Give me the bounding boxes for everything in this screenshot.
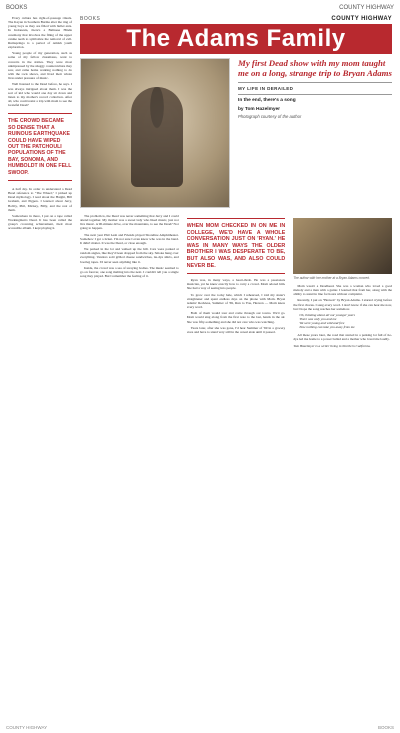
subhead (238, 98, 392, 103)
lyric-line: Oh, thinking about all our younger years (299, 312, 355, 317)
paragraph: To grow over the rocky hale, which I rehearsed, I told my sister's straightener and spent endless days on the phone with Mom. Bryan Adams' Reckless, Summer of '69, Run to You, Heaven — Mom knew every word. (186, 292, 286, 310)
paragraph: Years later, after she was gone, I'd hear Summer of '69 in a grocery store and have to stand very still in the cereal aisle until it passed. (186, 325, 286, 334)
header-kicker: BOOKS (80, 16, 101, 22)
footer-right: BOOKS (377, 725, 394, 730)
paragraph: Recently, I put on "Heaven" by Bryan Adams. I started crying before the first chorus. I sang every word. I don't know if she can hear me now, but I hope the song reaches her somehow. (293, 298, 392, 311)
headline: My first Dead show with my mom taught me on a long, strange trip to Bryan Adams (238, 58, 392, 78)
subhead-text: In the end, there's a song (238, 98, 296, 103)
series-label: MY LIFE IN DERAILED (238, 86, 294, 91)
left-column-text (8, 16, 72, 107)
paragraph: The next year Phil Lesh and Friends played Shoreline Amphitheater. Somehow I got a ticket. I'm not sure I even knew who was in the band. It didn't matter. It was the Dead, or close enough. (80, 232, 179, 245)
section-kicker: BOOKS (6, 5, 28, 11)
photo-caption: The author with her mother at a Bryan Adams concert. (293, 276, 370, 280)
paragraph: Every culture has right-of-passage rituals. The Kayan in Southern Burma alter the ring of young boys as they are filled with bullet ants. In Indonesia, there's a Balinese Hindu ceremony that involves the filing of the upper canine teeth to symbolize the removal of evil. Rumspringa is a period of Amish youth exploration. (8, 16, 72, 50)
paragraph: Somewhere in there, I put on a tape called Workingman's Dead. It has been called the group's crowning achievement, their most accessible album. I kept playing it. (8, 213, 72, 231)
author: by Tom Hazelmyer (238, 107, 281, 112)
paragraph: Ryan was, in many ways, a heart-throb. He was a passionate musician, yet he knew exactly how to carry a crowd. Mom adored him. She had a way of seeing into people. (186, 278, 286, 291)
divider (238, 82, 392, 83)
lyric-line: Now nothing can take you away from me (299, 325, 355, 330)
header-publication: COUNTY HIGHWAY (331, 16, 392, 22)
inline-photo (293, 218, 392, 274)
feature-block (80, 58, 392, 208)
footer-left: COUNTY HIGHWAY (6, 725, 48, 730)
paragraph: All these years later, the road that started in a parking lot full of tie-dye led me home to a power ballad and a mother who loved me loudly. (293, 332, 392, 341)
photo-credit: Photograph courtesy of the author (238, 114, 302, 119)
photo-subject (131, 87, 183, 187)
header-top (80, 16, 392, 22)
paragraph: Young people of my generation, such as some of my fellow classmates, went to concerts in the sixties. They were most unimpressed by the shaggy counterculture they saw, and came home wanting nothing to do with the rock shows, and lived their whole lives under pressure of music. (8, 51, 72, 81)
author-note: Tom Hazelmyer is a writer living in Northern California. (293, 343, 371, 348)
publication-name: COUNTY HIGHWAY (339, 5, 394, 11)
divider (238, 94, 392, 95)
paragraph: Both of them would tour and come through our towns. We'd go. Mom would sing along from the first note to the last, hands in the air. She was fifty-something and she did not care who was watching. (186, 311, 286, 324)
paragraph: The problem is, the Dead was never something that Jerry and I could attend together. My mother was a sweet lady who liked music, just not live music. A 90-minute drive, over the mountains, to see the Dead? Not going to happen. (80, 214, 179, 231)
body-column-2 (187, 214, 286, 722)
top-strip (0, 0, 400, 16)
title-bar (80, 24, 392, 54)
feature-photo (80, 58, 230, 208)
page-title: The Adams Family (126, 25, 346, 52)
feature-text (238, 58, 392, 123)
page-footer (0, 725, 400, 733)
pull-quote: THE CROWD BECAME SO DENSE THAT A RUINOUS EARTHQUAKE COULD HAVE WIPED OUT THE PATCHOULI POPULATIONS OF THE BAY, SONOMA, AND HUMBOLDT IN ONE FELL SWOOP. (8, 113, 72, 181)
lyric-line: There was only you and me (299, 317, 337, 322)
paragraph: A half day. In order to understand a Dead Head reference to "The Wheel," I picked up Dead mythology. I read about the Haight, Bill Graham, and Pigpen. I learned about Jerry, Bobby, Phil, Mickey, Billy, and the rest of them. (8, 186, 72, 212)
lyric-block (293, 313, 392, 330)
body-column-1 (80, 214, 179, 722)
left-column-text-2 (8, 187, 72, 231)
paragraph: Inside, the crowd was a sea of swaying bodies. The music seemed to go on forever, one song melting into the next. I couldn't tell you a single song they played. But I remember the feeling of it. (80, 265, 179, 279)
body-columns (80, 214, 392, 722)
paragraph: We parked in the lot and walked up the hill. Cars were parked at random angles, like they'd been dropped from the sky. Smoke hung over everything. Vendors sold grilled cheese sandwiches, tie-dye shirts, and bootleg tapes. I'd never seen anything like it. (80, 247, 179, 264)
byline (238, 107, 392, 119)
lyric-line: We were young and wild and free (299, 321, 345, 326)
left-column (8, 16, 72, 726)
paragraph: Well listened to the Dead before, he says. I was always intrigued about them. I was the sort of kid who would one day sit down and listen to my mother's record collection. After all, who could resist a trip with mom to see the Grateful Dead? (8, 82, 72, 108)
article-header (80, 16, 392, 54)
body-column-3 (293, 214, 392, 722)
paragraph: Mom wasn't a Deadhead. She was a woman who loved a good melody and a man with a guitar. I learned that from her, along with the ability to stand in line for hours without complaint. (293, 284, 392, 297)
inline-pull-quote: WHEN MOM CHECKED IN ON ME IN COLLEGE, WE'D HAVE A WHOLE CONVERSATION JUST ON 'RYAN.' HE WAS IN MANY WAYS THE OLDER BROTHER I WAS DESPERATE TO BE, BUT ALSO WAS, AND ALSO COULD NEVER BE. (187, 218, 286, 274)
